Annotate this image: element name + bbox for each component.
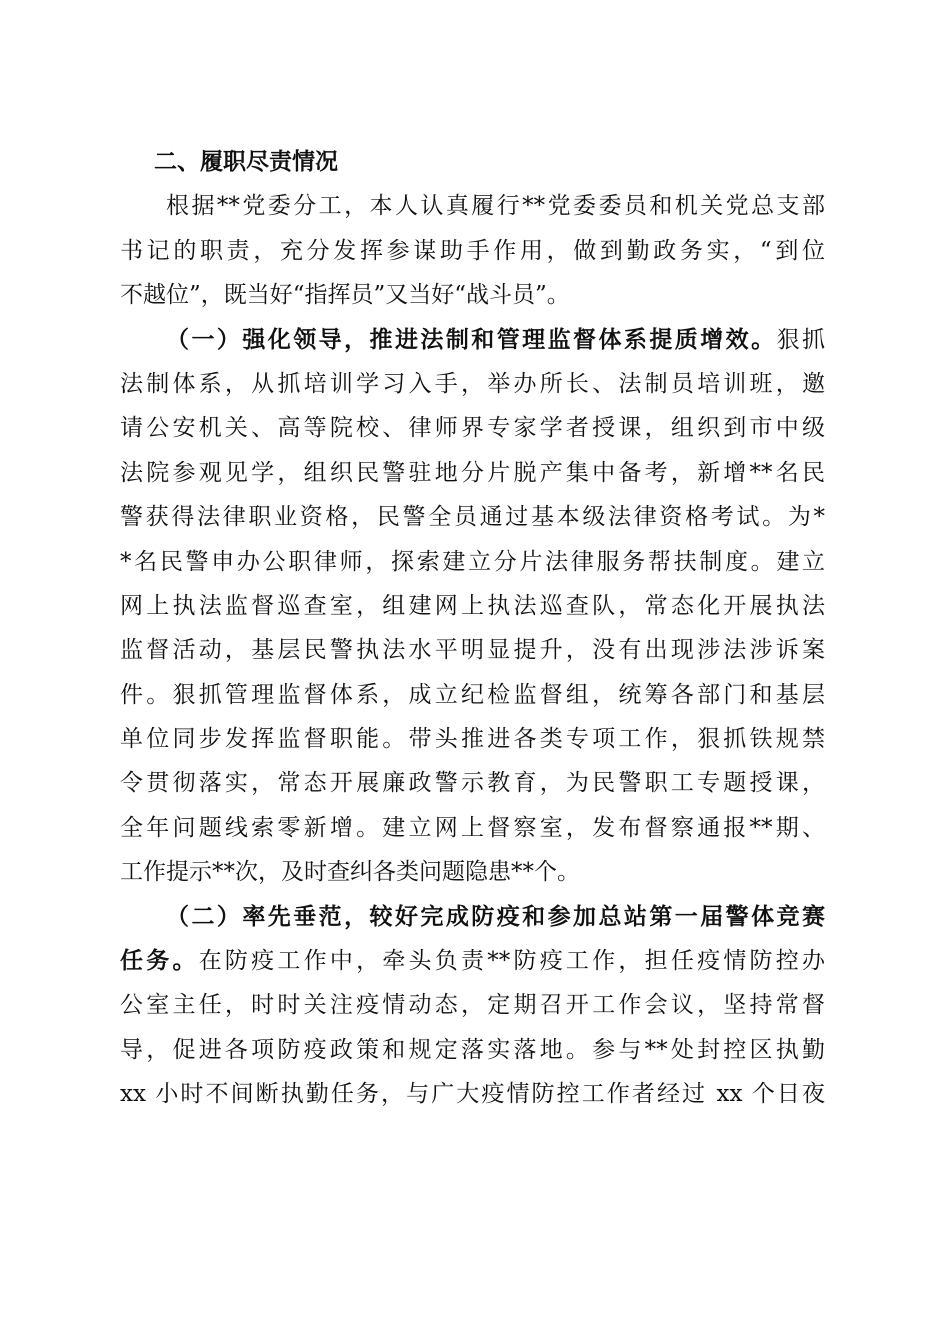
subsection-2-second-line [120,939,825,983]
subsection-2-title-end: 任务。 [120,947,199,975]
intro-line: 书记的职责，充分发挥参谋助手作用，做到勤政务实，“到位 [120,237,825,264]
subsection-1-first-line [120,318,825,362]
subsection-1-line: 令贯彻落实，常态开展廉政警示教育，为民警职工专题授课， [120,770,825,797]
subsection-1-line: *名民警申办公职律师，探索建立分片法律服务帮扶制度。建立 [120,548,825,575]
intro-paragraph [120,184,825,317]
subsection-1-line: 法制体系，从抓培训学习入手，举办所长、法制员培训班，邀 [120,370,825,397]
subsection-1-line: 全年问题线索零新增。建立网上督察室，发布督察通报**期、 [120,814,825,841]
subsection-1-line: 请公安机关、高等院校、律师界专家学者授课，组织到市中级 [120,415,825,442]
subsection-2-line: xx 小时不间断执勤任务，与广大疫情防控工作者经过 xx 个日夜 [120,1081,825,1108]
intro-line: 不越位”，既当好“指挥员”又当好“战斗员”。 [120,282,570,309]
subsection-1-first-rest: 狠抓 [776,326,826,353]
subsection-2-line: 公室主任，时时关注疫情动态，定期召开工作会议，坚持常督 [120,992,825,1019]
subsection-1-line: 单位同步发挥监督职能。带头推进各类专项工作，狠抓铁规禁 [120,726,825,753]
subsection-1-line: 警获得法律职业资格，民警全员通过基本级法律资格考试。为* [120,504,825,531]
section-heading: 二、履职尽责情况 [154,149,338,175]
subsection-2-title-line: （二）率先垂范，较好完成防疫和参加总站第一届警体竞赛 [166,902,825,930]
subsection-2-line: 导，促进各项防疫政策和规定落实落地。参与**处封控区执勤 [120,1036,825,1063]
subsection-2-second-rest: 在防疫工作中，牵头负责**防疫工作，担任疫情防控办 [198,948,826,975]
document-page [120,140,825,1117]
subsection-1-line: 监督活动，基层民警执法水平明显提升，没有出现涉法涉诉案 [120,637,825,664]
intro-line: 根据**党委分工，本人认真履行**党委委员和机关党总支部 [166,193,825,220]
subsection-1-title: （一）强化领导，推进法制和管理监督体系提质增效。 [166,325,777,353]
subsection-1-line: 工作提示**次，及时查纠各类问题隐患**个。 [120,859,580,886]
subsection-1-line: 法院参观见学，组织民警驻地分片脱产集中备考，新增**名民 [120,459,825,486]
subsection-2-paragraph [120,895,825,1117]
subsection-1-paragraph [120,318,825,895]
subsection-1-line: 网上执法监督巡查室，组建网上执法巡查队，常态化开展执法 [120,592,825,619]
subsection-1-line: 件。狠抓管理监督体系，成立纪检监督组，统筹各部门和基层 [120,681,825,708]
